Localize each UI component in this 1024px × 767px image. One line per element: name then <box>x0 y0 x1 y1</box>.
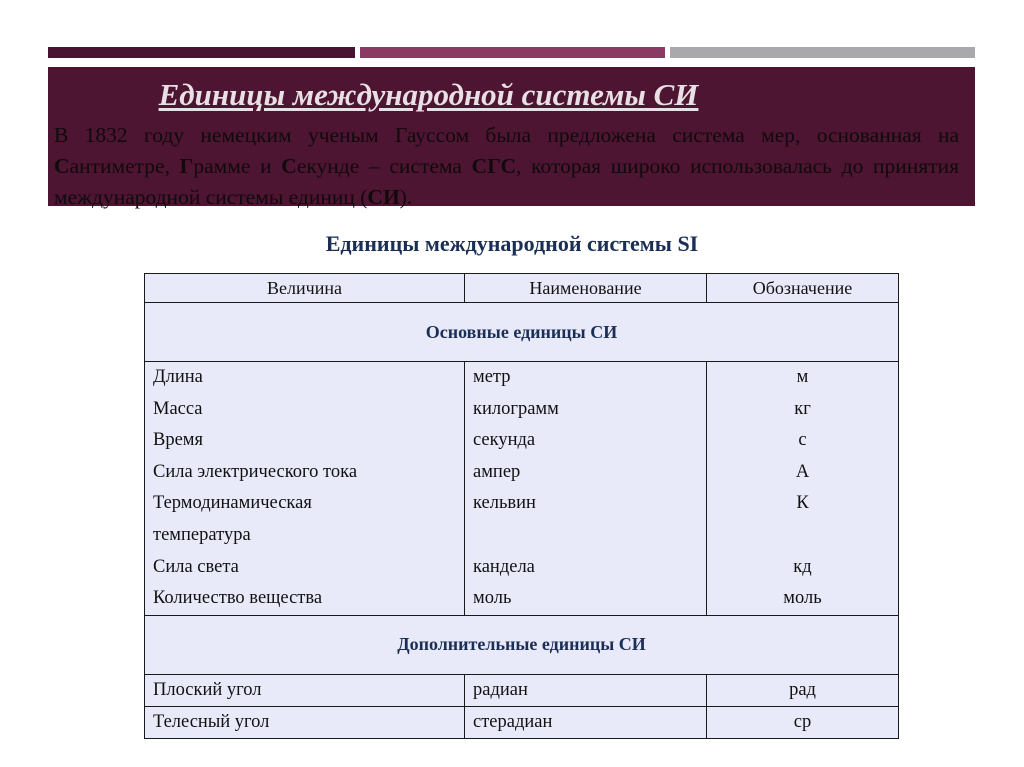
table-cell <box>715 520 890 552</box>
section-row-additional <box>145 615 899 674</box>
section-heading-additional: Дополнительные единицы СИ <box>145 615 899 674</box>
base-symbols-cell <box>707 362 899 616</box>
header-panel <box>48 67 975 209</box>
section-row-base <box>145 303 899 362</box>
table-cell: Плоский угол <box>145 674 465 706</box>
table-cell: ср <box>707 706 899 738</box>
base-units-block <box>145 362 899 616</box>
section-heading-base: Основные единицы СИ <box>145 303 899 362</box>
table-cell: кельвин <box>473 493 536 514</box>
table-cell: стерадиан <box>465 706 707 738</box>
column-header-symbol: Обозначение <box>707 274 899 303</box>
table-cell: ампер <box>473 461 521 482</box>
table-cell <box>473 520 698 552</box>
table-cell: с <box>798 430 807 451</box>
table-row <box>145 674 899 706</box>
column-header-name: Наименование <box>465 274 707 303</box>
table-row <box>145 706 899 738</box>
base-quantities-cell <box>145 362 465 616</box>
table-cell: секунда <box>473 430 536 451</box>
table-cell: Сила света <box>153 556 239 577</box>
table-cell: кд <box>793 556 812 577</box>
table-cell: м <box>796 367 809 387</box>
decor-bar-dark <box>48 47 355 58</box>
table-cell: рад <box>707 674 899 706</box>
table-cell: К <box>796 493 809 514</box>
si-units-table <box>144 273 899 739</box>
table-cell: радиан <box>465 674 707 706</box>
table-cell: кг <box>794 398 811 419</box>
table-cell: Длина <box>153 367 203 387</box>
table-cell: Количество вещества <box>153 588 323 609</box>
table-cell: моль <box>783 588 822 609</box>
intro-paragraph: В 1832 году немецким ученым Гауссом была предложена система мер, основанная на Сантиметре, Грамме и Секунде – система СГС, которая широко использовалась до принятия международной системы единиц (СИ). <box>54 123 959 209</box>
table-cell: Телесный угол <box>145 706 465 738</box>
table-cell: А <box>795 461 810 482</box>
table-header-row <box>145 274 899 303</box>
table-cell: температура <box>153 524 251 545</box>
slide-title: Единицы международной системы СИ <box>158 77 699 112</box>
table-cell: килограмм <box>473 398 559 419</box>
table-cell: кандела <box>473 556 535 577</box>
table-cell: Масса <box>153 398 203 419</box>
table-cell: Сила электрического тока <box>153 461 358 482</box>
decor-bar-gray <box>670 47 975 58</box>
table-cell: Время <box>153 430 204 451</box>
decor-bar-mauve <box>360 47 665 58</box>
table-cell: метр <box>473 367 511 387</box>
base-names-cell <box>465 362 707 616</box>
table-title: Единицы международной системы SI <box>325 231 699 256</box>
column-header-quantity: Величина <box>145 274 465 303</box>
table-cell: моль <box>473 588 512 609</box>
table-cell: Термодинамическая <box>153 493 312 514</box>
